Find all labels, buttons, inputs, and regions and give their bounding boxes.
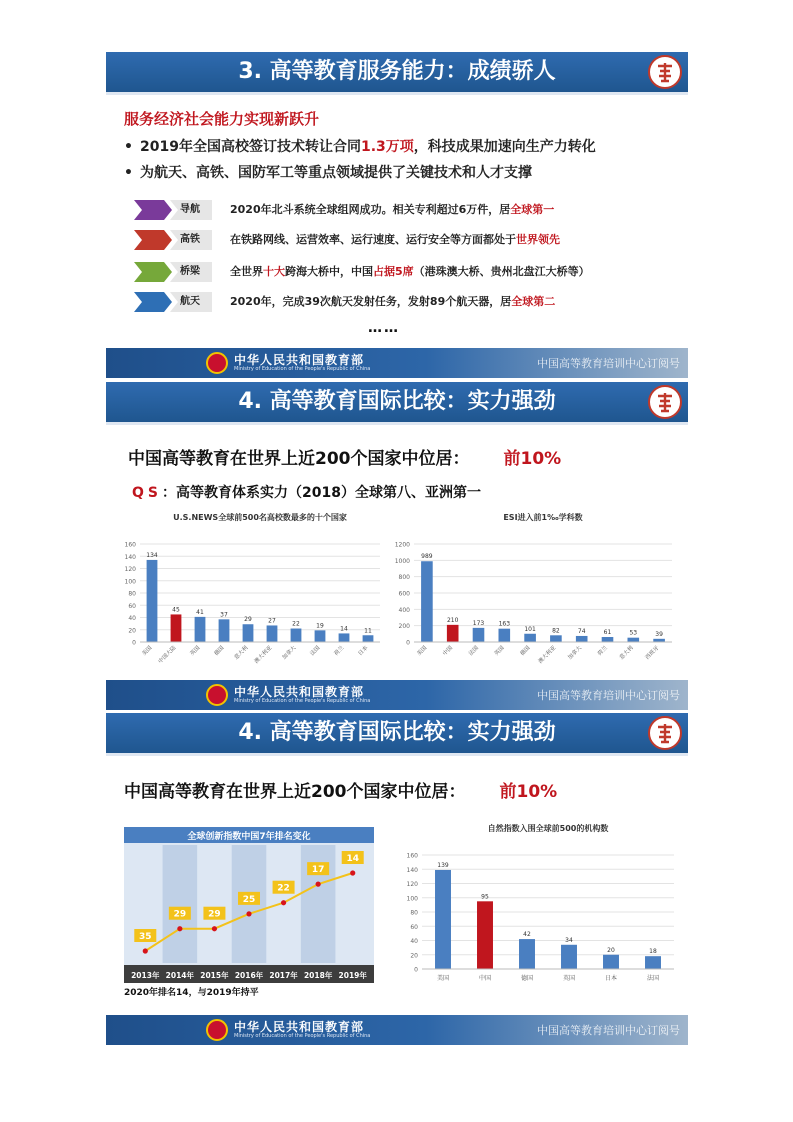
slide-service-capability	[106, 52, 688, 378]
chart-title: 全球创新指数中国7年排名变化	[187, 832, 311, 842]
bar	[243, 624, 254, 642]
x-tick-label: 德国	[520, 975, 534, 982]
x-tick-label: 英国	[189, 645, 202, 658]
rank-point	[246, 911, 251, 916]
university-logo-icon	[648, 385, 682, 419]
bar	[315, 630, 326, 642]
data-label: 29	[173, 909, 187, 920]
footer-bar	[106, 348, 688, 378]
bar	[645, 956, 661, 969]
data-label: 163	[498, 620, 511, 628]
x-tick-label: 英国	[493, 645, 506, 658]
data-label: 29	[244, 616, 252, 624]
data-label: 14	[346, 854, 359, 864]
ministry-name: 中华人民共和国教育部	[234, 685, 365, 699]
ranking-headline: 中国高等教育在世界上近200个国家中位居： 前10%	[124, 782, 558, 802]
bar	[339, 633, 350, 642]
x-tick-label: 澳大利亚	[253, 645, 274, 665]
y-tick-label: 20	[410, 952, 418, 960]
bar	[550, 635, 562, 642]
bar	[363, 635, 374, 642]
data-label: 61	[603, 629, 612, 637]
x-tick-label: 荷兰	[596, 645, 609, 658]
x-tick-label: 澳大利亚	[537, 645, 558, 665]
data-label: 20	[607, 946, 615, 954]
bar	[421, 561, 433, 642]
x-tick-label: 日本	[604, 975, 618, 982]
row-text: 2020年，完成39次航天发射任务，发射89个航天器，居全球第二	[230, 295, 556, 308]
x-tick-label: 意大利	[618, 645, 635, 662]
x-tick-label: 法国	[646, 975, 660, 982]
y-tick-label: 600	[398, 590, 410, 598]
slide-international-comparison-1	[106, 382, 688, 710]
y-tick-label: 400	[398, 606, 410, 614]
row-label: 高铁	[180, 234, 200, 245]
x-tick-label: 法国	[467, 645, 480, 658]
data-label: 139	[437, 861, 449, 869]
data-label: 173	[472, 619, 485, 627]
bar	[291, 629, 302, 642]
rank-point	[281, 900, 286, 905]
bar	[447, 625, 459, 642]
usnews-bar-chart	[116, 510, 386, 680]
national-emblem-icon	[206, 352, 228, 374]
y-tick-label: 140	[406, 866, 418, 874]
ministry-name: 中华人民共和国教育部	[234, 1020, 365, 1034]
x-tick-label: 中国	[442, 645, 455, 658]
y-tick-label: 0	[406, 639, 410, 647]
nature-index-bar-chart	[396, 821, 680, 991]
row-label: 航天	[180, 296, 200, 307]
rank-point	[350, 870, 355, 875]
data-label: 53	[629, 629, 638, 637]
data-label: 19	[316, 622, 324, 630]
x-tick-label: 中国大陆	[157, 645, 178, 665]
data-label: 29	[208, 909, 221, 920]
bar	[519, 939, 535, 969]
y-tick-label: 80	[410, 909, 418, 917]
x-tick-label: 2015年	[200, 971, 229, 980]
chart-title: ESI进入前1‰学科数	[503, 513, 583, 522]
data-label: 74	[577, 627, 586, 635]
data-label: 22	[292, 620, 300, 628]
watermark: 中国高等教育培训中心订阅号	[537, 689, 680, 702]
chart-title: 自然指数入围全球前500的机构数	[487, 824, 609, 833]
university-logo-icon	[648, 55, 682, 89]
data-label: 101	[524, 625, 536, 633]
x-tick-label: 2014年	[165, 971, 195, 980]
slide-international-comparison-2	[106, 713, 688, 1045]
bar	[147, 560, 158, 642]
x-tick-label: 西班牙	[644, 645, 661, 662]
data-label: 11	[364, 627, 372, 635]
y-tick-label: 1200	[394, 541, 410, 549]
y-tick-label: 80	[128, 590, 136, 598]
bar	[473, 628, 485, 642]
bullet-tech-transfer: • 2019年全国高校签订技术转让合同1.3万项，科技成果加速向生产力转化	[124, 139, 596, 155]
x-tick-label: 2016年	[234, 971, 264, 980]
data-label: 134	[146, 551, 158, 559]
data-label: 35	[139, 932, 152, 942]
x-tick-label: 德国	[519, 645, 532, 658]
data-label: 39	[655, 630, 663, 638]
slide-header	[106, 713, 688, 756]
row-text: 在铁路网线、运营效率、运行速度、运行安全等方面都处于世界领先	[230, 233, 560, 246]
x-tick-label: 2018年	[303, 971, 333, 980]
y-tick-label: 100	[124, 578, 136, 586]
y-tick-label: 160	[124, 541, 136, 549]
x-tick-label: 德国	[213, 645, 226, 658]
bar	[267, 625, 278, 642]
y-tick-label: 40	[410, 938, 418, 945]
row-text: 2020年北斗系统全球组网成功。相关专利超过6万件，居全球第一	[230, 203, 555, 216]
esi-bar-chart	[388, 510, 678, 680]
bar	[171, 614, 182, 642]
bullet-key-fields: • 为航天、高铁、国防军工等重点领域提供了关键技术和人才支撑	[124, 165, 532, 181]
data-label: 42	[523, 931, 531, 939]
y-tick-label: 60	[410, 923, 418, 931]
y-tick-label: 0	[414, 966, 418, 974]
x-tick-label: 加拿大	[281, 645, 298, 662]
slide-title: 4. 高等教育国际比较：实力强劲	[238, 720, 556, 745]
row-label: 导航	[180, 204, 200, 215]
y-tick-label: 800	[398, 574, 410, 582]
gii-note: 2020年排名14，与2019年持平	[124, 988, 259, 998]
bar	[498, 629, 510, 642]
bar	[576, 636, 588, 642]
slide-title: 4. 高等教育国际比较：实力强劲	[238, 389, 556, 414]
data-label: 25	[242, 894, 256, 905]
section-subhead: 服务经济社会能力实现新跃升	[124, 110, 320, 128]
y-tick-label: 120	[406, 881, 418, 888]
slide-header	[106, 52, 688, 95]
ministry-name: 中华人民共和国教育部	[234, 353, 365, 367]
data-label: 95	[481, 893, 489, 901]
slide-title: 3. 高等教育服务能力：成绩骄人	[238, 59, 556, 84]
bar	[477, 901, 493, 969]
ministry-name-en: Ministry of Education of the People's Republic of China	[234, 1033, 371, 1039]
data-label: 41	[196, 608, 204, 616]
y-tick-label: 160	[406, 852, 418, 860]
data-label: 18	[649, 948, 657, 956]
data-label: 14	[340, 625, 348, 633]
x-tick-label: 2017年	[269, 971, 298, 980]
y-tick-label: 60	[128, 602, 136, 610]
x-tick-label: 意大利	[233, 645, 250, 662]
y-tick-label: 100	[406, 895, 418, 903]
y-tick-label: 140	[124, 553, 136, 561]
x-tick-label: 荷兰	[333, 645, 346, 658]
bar	[195, 617, 206, 642]
rank-point	[316, 882, 321, 887]
watermark: 中国高等教育培训中心订阅号	[537, 357, 680, 370]
qs-ranking-line: QS：高等教育体系实力（2018）全球第八、亚洲第一	[132, 485, 481, 501]
data-label: 210	[446, 616, 459, 624]
y-tick-label: 20	[128, 627, 136, 635]
x-tick-label: 美国	[416, 645, 429, 658]
rank-point	[143, 948, 148, 953]
bar	[602, 637, 614, 642]
slide-header	[106, 382, 688, 425]
x-tick-label: 中国	[478, 975, 492, 982]
footer-bar	[106, 1015, 688, 1045]
ministry-name-en: Ministry of Education of the People's Republic of China	[234, 698, 371, 704]
bar	[219, 619, 230, 642]
gii-rank-line-chart	[124, 827, 374, 983]
row-label: 桥梁	[180, 266, 200, 277]
x-tick-label: 2019年	[338, 971, 367, 980]
data-label: 45	[172, 606, 180, 614]
x-tick-label: 美国	[436, 975, 450, 982]
data-label: 17	[311, 865, 325, 876]
national-emblem-icon	[206, 684, 228, 706]
rank-point	[212, 926, 217, 931]
rank-point	[177, 926, 182, 931]
x-tick-label: 2013年	[131, 971, 160, 980]
y-tick-label: 200	[398, 623, 410, 631]
ranking-headline: 中国高等教育在世界上近200个国家中位居： 前10%	[128, 449, 562, 469]
row-text: 全世界十大跨海大桥中，中国占据5席（港珠澳大桥、贵州北盘江大桥等）	[230, 265, 590, 278]
x-tick-label: 加拿大	[567, 645, 584, 662]
x-tick-label: 日本	[357, 645, 370, 658]
y-tick-label: 0	[132, 639, 136, 647]
chart-title: U.S.NEWS全球前500名高校数最多的十个国家	[173, 513, 347, 522]
y-tick-label: 1000	[394, 557, 410, 565]
y-tick-label: 120	[124, 566, 136, 573]
data-label: 989	[421, 553, 433, 561]
bar	[627, 638, 639, 642]
ministry-name-en: Ministry of Education of the People's Republic of China	[234, 366, 371, 372]
data-label: 37	[220, 611, 228, 619]
data-label: 82	[552, 627, 560, 635]
data-label: 22	[277, 883, 290, 894]
column-stripe	[163, 845, 198, 963]
university-logo-icon	[648, 716, 682, 750]
national-emblem-icon	[206, 1019, 228, 1041]
x-tick-label: 法国	[309, 645, 322, 658]
ellipsis: ……	[368, 320, 400, 336]
footer-bar	[106, 680, 688, 710]
x-tick-label: 英国	[562, 975, 576, 982]
watermark: 中国高等教育培训中心订阅号	[537, 1024, 680, 1037]
bar	[603, 955, 619, 969]
data-label: 27	[268, 617, 276, 625]
data-label: 34	[565, 936, 573, 944]
bar	[435, 870, 451, 969]
y-tick-label: 40	[128, 615, 136, 622]
bar	[524, 634, 536, 642]
bar	[561, 945, 577, 969]
x-tick-label: 美国	[141, 645, 154, 658]
